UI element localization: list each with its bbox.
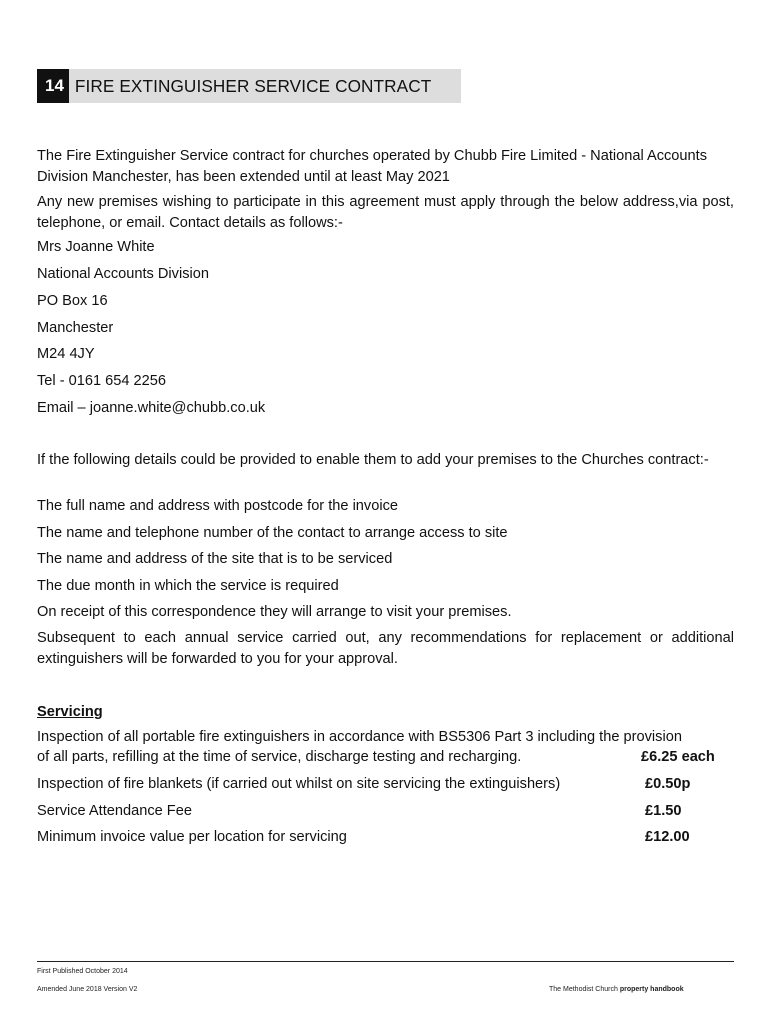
- footer-amended: Amended June 2018 Version V2: [37, 986, 138, 993]
- footer-publisher: The Methodist Church: [549, 986, 618, 993]
- servicing-row-price: £1.50: [645, 803, 682, 819]
- servicing-row-price: £0.50p: [645, 776, 691, 792]
- details-lead-paragraph: If the following details could be provided to enable them to add your premises to the Churches contract:-: [37, 452, 709, 468]
- apply-paragraph: Any new premises wishing to participate in this agreement must apply through the below address,via post, telephone, or email. Contact details as follows:-: [37, 194, 734, 231]
- servicing-row-price: £12.00: [645, 829, 690, 845]
- section-header: [37, 69, 461, 103]
- details-item: On receipt of this correspondence they will arrange to visit your premises.: [37, 604, 512, 620]
- servicing-heading: Servicing: [37, 704, 103, 720]
- footer-handbook: property handbook: [619, 986, 684, 993]
- servicing-inspection-price: £6.25 each: [641, 749, 715, 765]
- servicing-inspection-line-1: Inspection of all portable fire extinguishers in accordance with BS5306 Part 3 including the provision: [37, 729, 682, 745]
- contact-name: Mrs Joanne White: [37, 239, 155, 255]
- details-item: The full name and address with postcode for the invoice: [37, 498, 398, 514]
- footer-handbook-credit: [549, 985, 684, 994]
- contact-city: Manchester: [37, 320, 114, 336]
- intro-paragraph: The Fire Extinguisher Service contract for churches operated by Chubb Fire Limited - National Accounts Division Manchester, has been extended until at least May 2021: [37, 148, 708, 185]
- contact-division: National Accounts Division: [37, 266, 209, 282]
- servicing-row-label: Inspection of fire blankets (if carried out whilst on site servicing the extinguishers): [37, 776, 561, 792]
- details-closing-paragraph: Subsequent to each annual service carried out, any recommendations for replacement or additional extinguishers will be forwarded to you for your approval.: [37, 630, 734, 667]
- servicing-inspection-line-2: of all parts, refilling at the time of service, discharge testing and recharging.: [37, 749, 522, 765]
- servicing-row-label: Service Attendance Fee: [37, 803, 192, 819]
- section-number: 14: [37, 69, 69, 103]
- section-title: FIRE EXTINGUISHER SERVICE CONTRACT: [74, 75, 432, 96]
- footer-first-published: First Published October 2014: [37, 968, 128, 975]
- contact-telephone: Tel - 0161 654 2256: [37, 373, 167, 389]
- servicing-row-label: Minimum invoice value per location for servicing: [37, 829, 347, 845]
- footer-divider: [37, 961, 734, 962]
- contact-postcode: M24 4JY: [37, 346, 95, 362]
- contact-po-box: PO Box 16: [37, 293, 108, 309]
- details-item: The name and address of the site that is to be serviced: [37, 551, 393, 567]
- details-item: The due month in which the service is required: [37, 578, 339, 594]
- details-item: The name and telephone number of the contact to arrange access to site: [37, 525, 508, 541]
- contact-email: Email – joanne.white@chubb.co.uk: [37, 400, 266, 416]
